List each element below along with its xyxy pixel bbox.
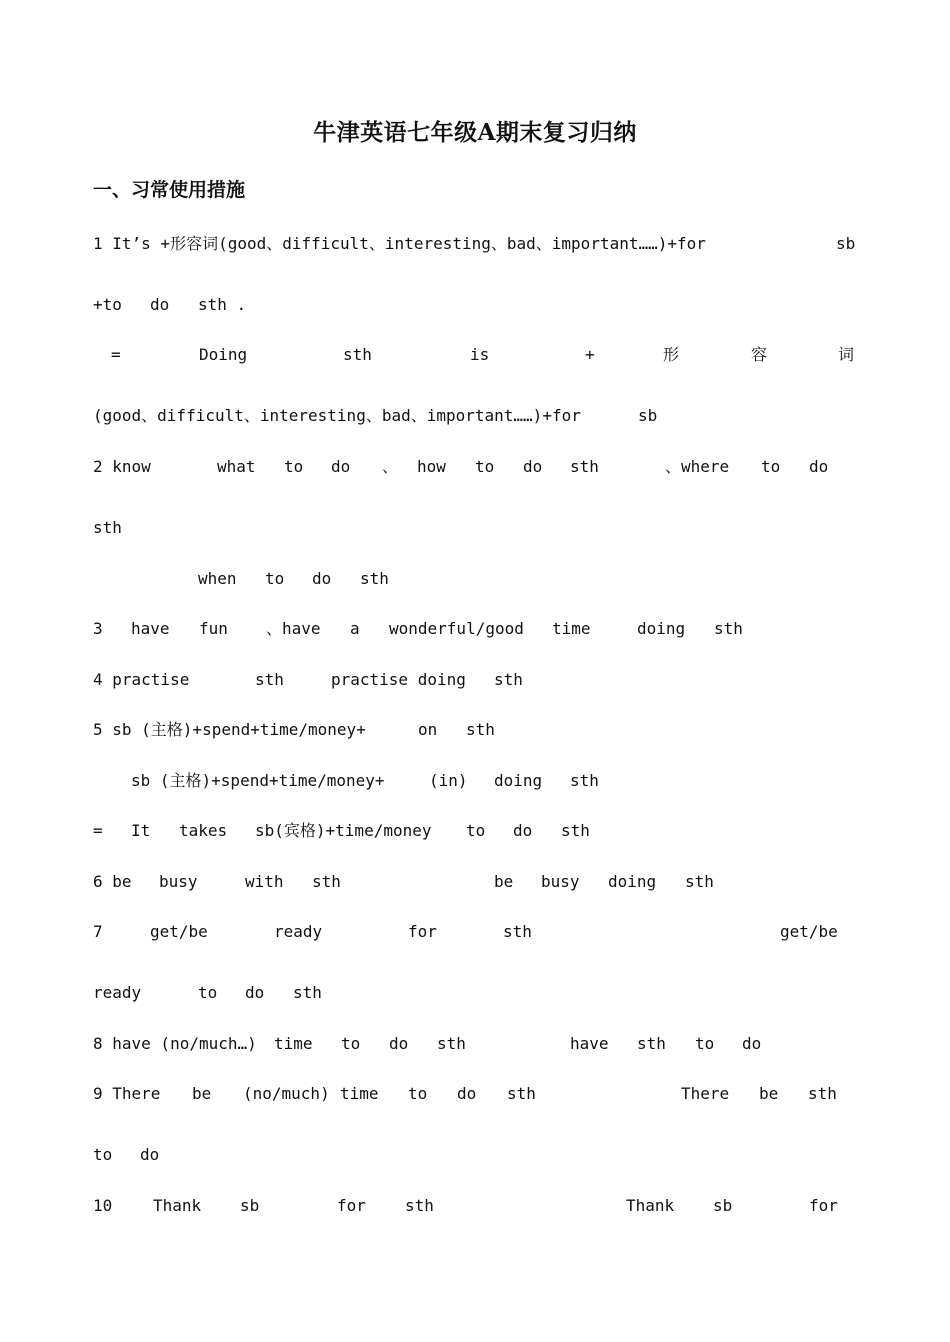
text-segment: Thank [626,1196,675,1215]
text-segment: 容 [751,345,768,364]
text-segment: 5 sb (主格)+spend+time/money+ [93,720,366,739]
text-segment: = [111,345,121,364]
text-segment: do [140,1145,160,1164]
text-segment: 9 There [93,1084,161,1103]
text-segment: 7 [93,922,103,941]
text-segment: sb (主格)+spend+time/money+ [131,771,385,790]
text-segment: 形 [663,345,680,364]
text-segment: sth [405,1196,434,1215]
text-segment: ready [93,983,142,1002]
section-heading: 一、习常使用措施 [93,179,246,201]
text-segment: 6 be [93,872,132,891]
text-segment: +to [93,295,122,314]
text-segment: get/be [150,922,208,941]
text-segment: sth [466,720,495,739]
text-segment: 、 [382,457,399,476]
text-segment: sth [637,1034,666,1053]
text-segment: takes [179,821,228,840]
text-segment: to [198,983,218,1002]
text-segment: 3 [93,619,103,638]
text-segment: busy [159,872,198,891]
text-segment: for [337,1196,366,1215]
text-segment: practise doing [331,670,466,689]
text-segment: sth [360,569,389,588]
text-segment: 、where [665,457,730,476]
text-segment: do [809,457,829,476]
text-segment: sth [312,872,341,891]
text-segment: 、have [266,619,321,638]
text-segment: do [457,1084,477,1103]
text-segment: (no/much) [243,1084,330,1103]
document-title: 牛津英语七年级A期末复习归纳 [313,119,637,146]
text-segment: be [192,1084,212,1103]
text-segment: do [150,295,170,314]
text-segment: sth [437,1034,466,1053]
text-segment: what [217,457,256,476]
text-segment: a [350,619,360,638]
text-segment: sth [808,1084,837,1103]
text-segment: get/be [780,922,838,941]
text-segment: when [198,569,237,588]
text-segment: + [585,345,595,364]
text-segment: for [809,1196,838,1215]
text-segment: to [284,457,304,476]
text-segment: = [93,821,103,840]
text-segment: Thank [153,1196,202,1215]
text-segment: do [523,457,543,476]
text-segment: to [475,457,495,476]
text-segment: how [417,457,446,476]
text-segment: It [131,821,151,840]
text-segment: doing [608,872,657,891]
text-segment: busy [541,872,580,891]
text-segment: do [312,569,332,588]
text-segment: 1 It’s +形容词(good、difficult、interesting、bad、important……)+for [93,234,706,253]
text-segment: sth [570,457,599,476]
text-segment: do [245,983,265,1002]
text-segment: sb [638,406,658,425]
text-segment: do [389,1034,409,1053]
text-segment: sb [240,1196,260,1215]
text-segment: 8 have (no/much…) [93,1034,257,1053]
text-segment: to [408,1084,428,1103]
text-segment: sb(宾格)+time/money [255,821,432,840]
text-segment: to [466,821,486,840]
text-segment: 2 know [93,457,151,476]
text-segment: sth [293,983,322,1002]
text-segment: do [331,457,351,476]
text-segment: sth [685,872,714,891]
text-segment: do [742,1034,762,1053]
text-segment: time [274,1034,313,1053]
text-segment: There [681,1084,730,1103]
text-segment: time [552,619,591,638]
text-segment: sb [713,1196,733,1215]
text-segment: (good、difficult、interesting、bad、important……)+for [93,406,581,425]
text-segment: 4 practise [93,670,190,689]
text-segment: to [93,1145,113,1164]
text-segment: sth [714,619,743,638]
text-segment: be [759,1084,779,1103]
text-segment: 词 [838,345,855,364]
text-segment: sth [561,821,590,840]
text-segment: on [418,720,438,739]
text-segment: doing [637,619,686,638]
text-segment: have [131,619,170,638]
text-segment: sth [570,771,599,790]
text-segment: time [340,1084,379,1103]
text-segment: sth . [198,295,247,314]
text-segment: sth [494,670,523,689]
text-segment: be [494,872,514,891]
text-segment: is [470,345,490,364]
text-segment: do [513,821,533,840]
text-segment: doing [494,771,543,790]
text-segment: wonderful/good [389,619,524,638]
text-segment: with [245,872,284,891]
text-segment: ready [274,922,323,941]
text-segment: fun [199,619,228,638]
text-segment: sth [93,518,122,537]
text-segment: have [570,1034,609,1053]
text-segment: sth [343,345,372,364]
text-segment: for [408,922,437,941]
text-segment: to [695,1034,715,1053]
text-segment: (in) [429,771,468,790]
text-segment: sth [255,670,284,689]
text-segment: sb [836,234,856,253]
text-segment: sth [503,922,532,941]
text-segment: sth [507,1084,536,1103]
text-segment: to [341,1034,361,1053]
text-segment: Doing [199,345,248,364]
text-segment: 10 [93,1196,113,1215]
text-segment: to [265,569,285,588]
text-segment: to [761,457,781,476]
